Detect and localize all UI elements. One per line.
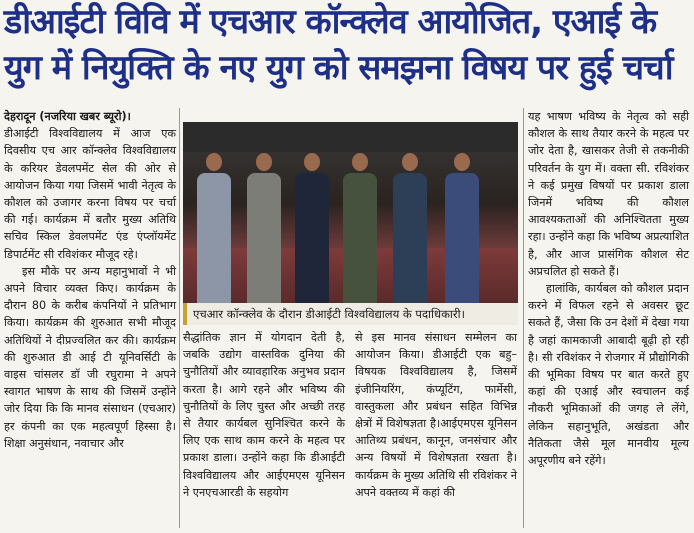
paragraph: डीआईटी विश्वविद्यालय में आज एक दिवसीय एच आर कॉन्क्लेव विश्वविद्यालय के करियर डेवलपमेंट सेल की ओर से आयोजन किया गया जिसमें भावी नेतृत्व के कौशल को उजागर करना विषय पर चर्चा की गई। कार्यक्रम में बतौर मुख्य अतिथि सचिव स्किल डेवलपमेंट एंड एंप्लॉयमेंट डिपार्टमेंट सी रविशंकर मौजूद रहे। [4,127,176,261]
dateline: देहरादून (नजरिया खबर ब्यूरो)। [4,110,131,123]
article-column-2 [183,329,345,501]
paragraph: सैद्धांतिक ज्ञान में योगदान देती है, जबकि उद्योग वास्तविक दुनिया की चुनौतियों और व्यावहारिक अनुभव प्रदान करता है। आगे रहने और भविष्य की चुनौतियों के लिए चुस्त और अच्छी तरह से तैयार कार्यबल सुनिश्चित करने के लिए एक साथ काम करने के महत्व पर प्रकाश डाला। उन्होंने कहा कि डीआईटी विश्वविद्यालय और आईएमएस यूनिसन ने एनएचआरडी के सहयोग [183,331,345,499]
paragraph: यह भाषण भविष्य के नेतृत्व को सही कौशल के साथ तैयार करने के महत्व पर जोर देता है, खासकर तेजी से तकनीकी परिवर्तन के युग में। वक्ता सी. रविशंकर ने कई प्रमुख विषयों पर प्रकाश डाला जिनमें भविष्य की कौशल आवश्यकताओं की अनिश्चितता मुख्य रहा। उन्होंने कहा कि भविष्य अप्रत्याशित है, और आज प्रासंगिक कौशल सेट अप्रचलित हो सकते हैं। [528,110,689,278]
event-photo [183,122,518,303]
photo-caption: एचआर कॉन्क्लेव के दौरान डीआईटी विश्वविद्यालय के पदाधिकारी। [183,303,518,325]
headline-line-1: डीआईटी विवि में एचआर कॉन्क्लेव आयोजित, एआई के [4,2,657,42]
person-figure [445,153,479,303]
paragraph: से इस मानव संसाधन सम्मेलन का आयोजन किया। डीआईटी एक बहु–विषयक विश्वविद्यालय है, जिसमें इंजीनियरिंग, कंप्यूटिंग, फार्मेसी, वास्तुकला और प्रबंधन सहित विभिन्न क्षेत्रों में विशेषज्ञता है।आईएमएस यूनिसन आतिथ्य प्रबंधन, कानून, जनसंचार और अन्य विषयों में विशेषज्ञता रखता है। कार्यक्रम के मुख्य अतिथि सी रविशंकर ने अपने वक्तव्य में कहां की [355,331,517,499]
column-divider [523,108,524,528]
article-column-1 [4,108,176,452]
person-figure [393,153,427,303]
person-figure [295,153,329,303]
article-column-3 [355,329,517,501]
headline-line-2: युग में नियुक्ति के नए युग को समझना विषय पर हुई चर्चा [4,48,673,88]
paragraph: हालांकि, कार्यबल को कौशल प्रदान करने में विफल रहने से अवसर छूट सकते हैं, जैसा कि उन देशों में देखा गया है जहां कामकाजी आबादी बूढ़ी हो रही है। सी रविशंकर ने रोजगार में प्रौद्योगिकी की भूमिका विषय पर बात करते हुए कहां की एआई और स्वचालन कई नौकरी भूमिकाओं की जगह ले लेंगे, लेकिन सहानुभूति, अखंडता और नैतिकता जैसे मूल मानवीय मूल्य अपूरणीय बने रहेंगे। [528,282,689,468]
paragraph: इस मौके पर अन्य महानुभावों ने भी अपने विचार व्यक्त किए। कार्यक्रम के दौरान 80 के करीब कंपनियों ने प्रतिभाग किया। कार्यक्रम की शुरुआत सभी मौजूद अतिथियों ने दीप्रज्वलित कर की। कार्यक्रम की शुरुआत डी आई टी यूनिवर्सिटी के वाइस चांसलर डॉ जी रघुरामा ने अपने स्वागत भाषण के साथ की जिसमें उन्होंने जोर दिया कि कि मानव संसाधन (एचआर) हर कंपनी का एक महत्वपूर्ण हिस्सा है। शिक्षा अनुसंधान, नवाचार और [4,264,176,450]
person-figure [247,153,281,303]
article-column-4 [528,108,689,469]
column-divider [179,108,180,528]
person-figure [343,153,377,303]
ceiling [183,122,518,152]
person-figure [197,153,231,303]
